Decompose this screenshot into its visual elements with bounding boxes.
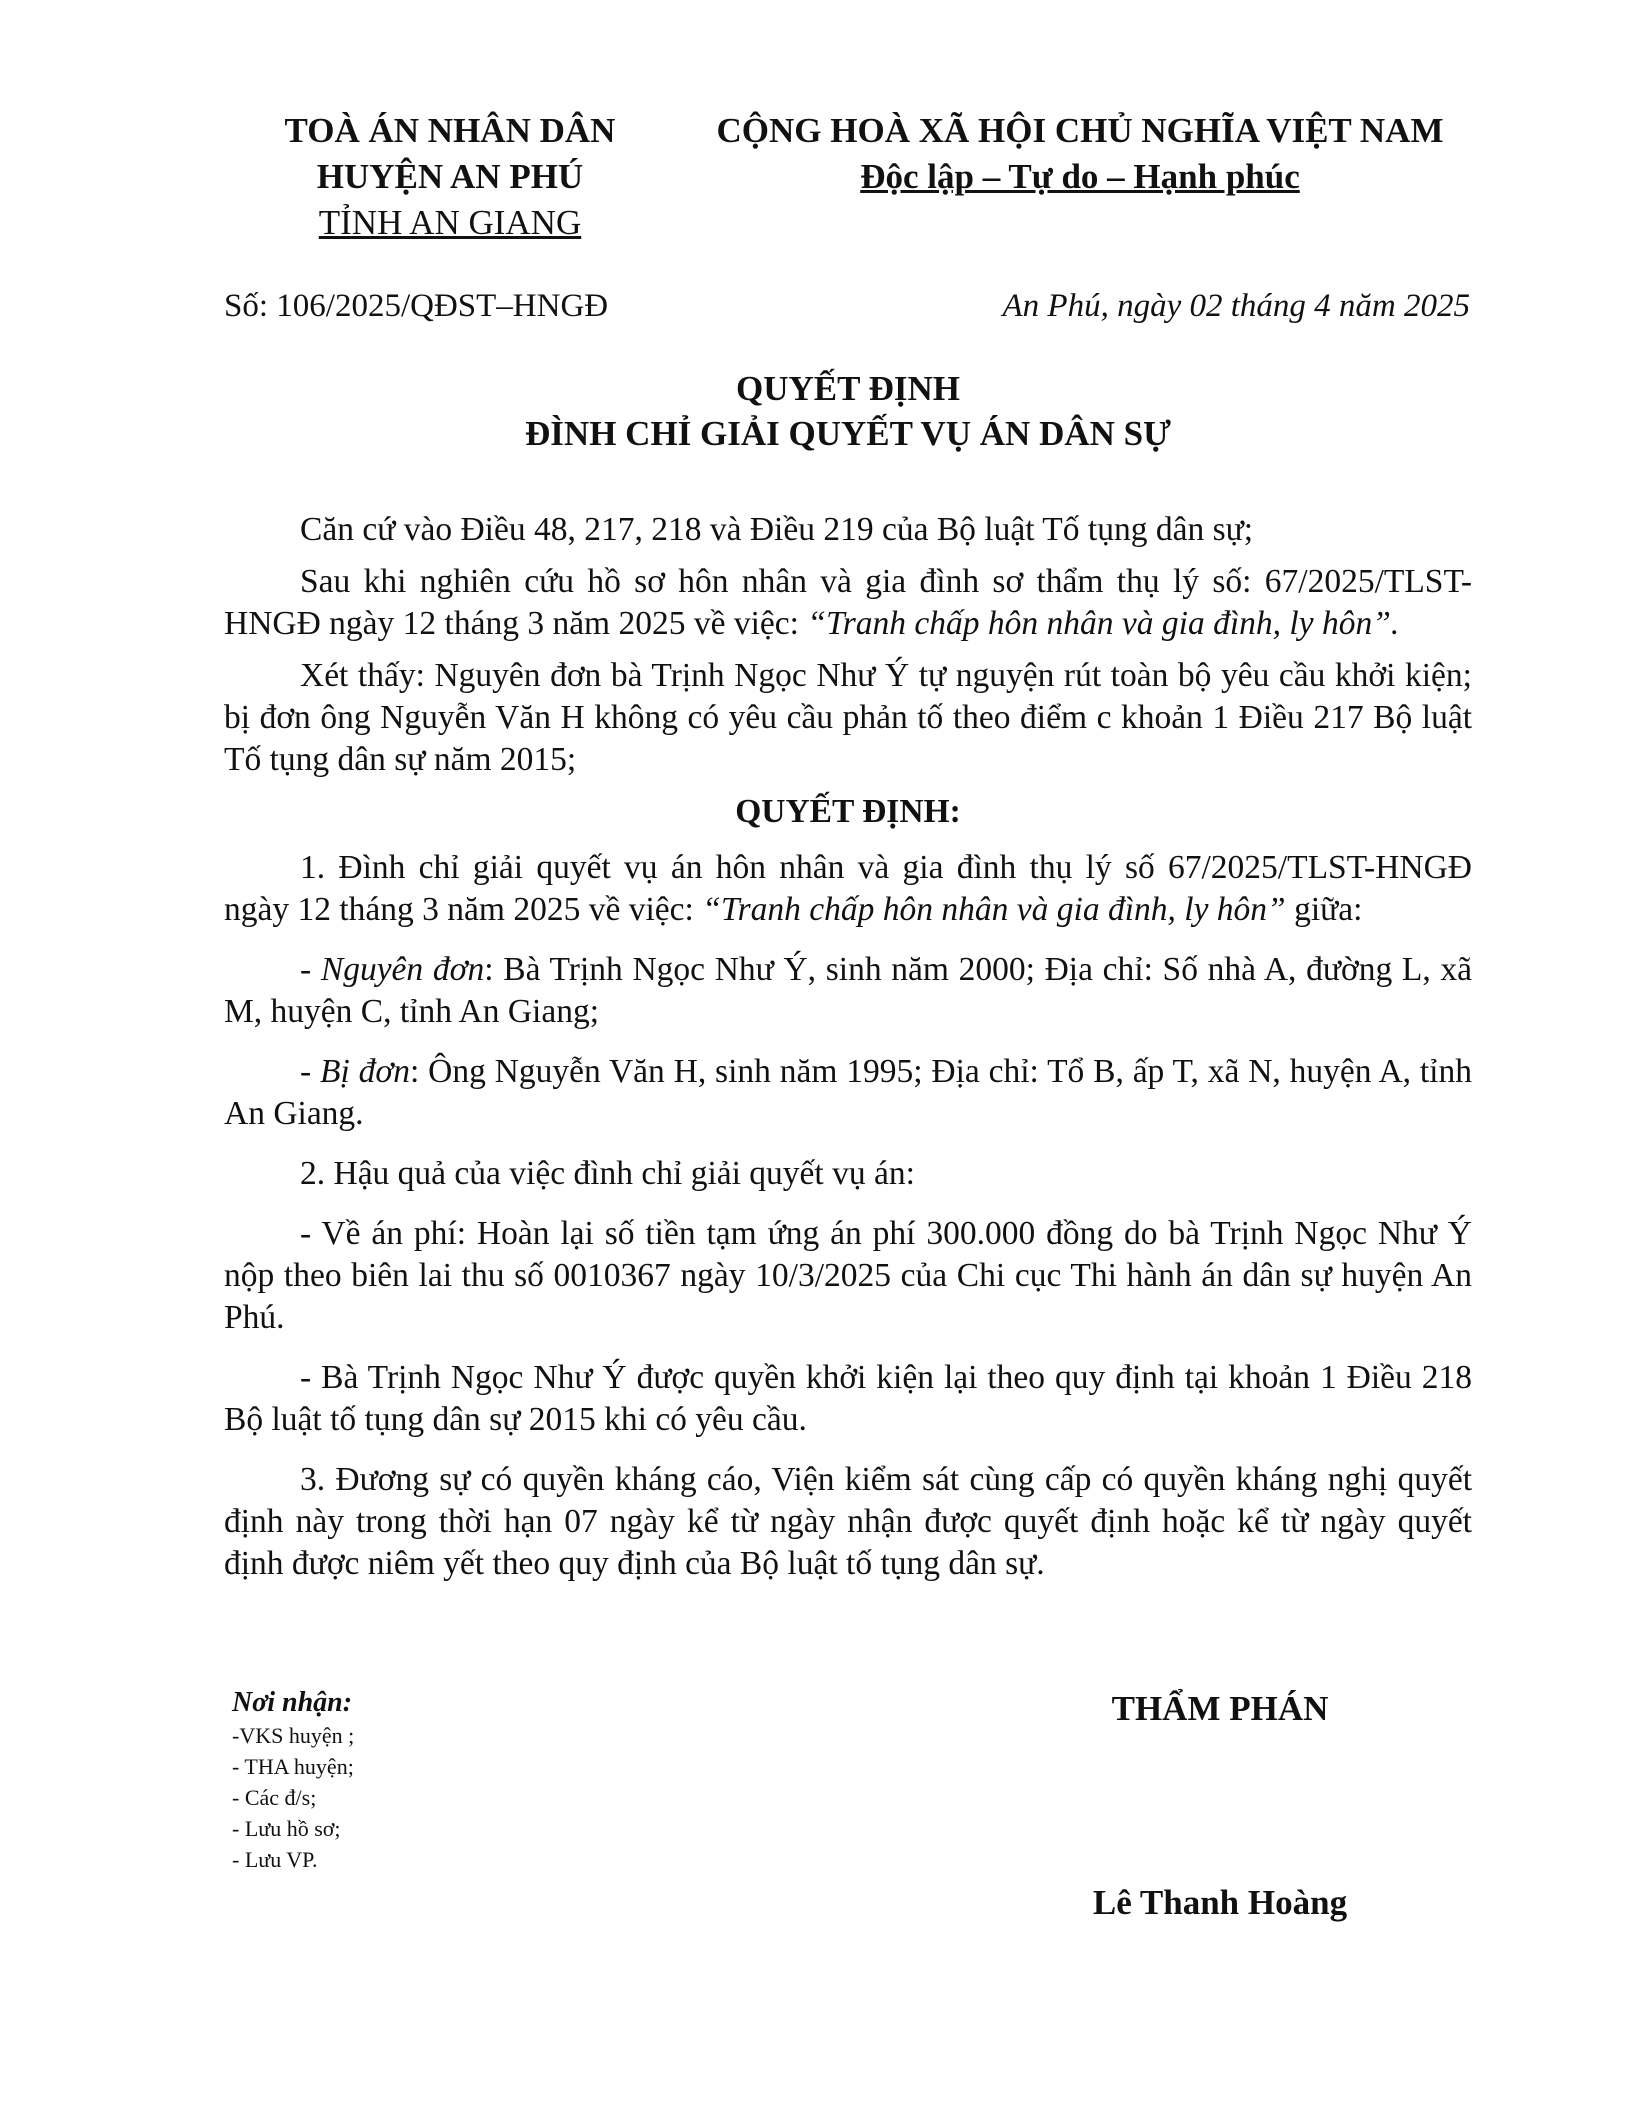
document-date-text: , ngày 02 tháng 4 năm 2025 [1100,288,1470,324]
nation-name: CỘNG HOÀ XÃ HỘI CHỦ NGHĨA VIỆT NAM [716,111,1444,150]
recipients-block [232,1686,632,1875]
legal-basis-paragraph: Căn cứ vào Điều 48, 217, 218 và Điều 219 của Bộ luật Tố tụng dân sự; [300,511,1254,548]
decision-item-3: 3. Đương sự có quyền kháng cáo, Viện kiểm sát cùng cấp có quyền kháng nghị quyết định này trong thời hạn 07 ngày kể từ ngày nhận được quyết định hoặc kể từ ngày quyết định được niêm yết theo quy định của Bộ luật tố tụng dân sự. [224,1461,1472,1582]
court-name-line3: TỈNH AN GIANG [318,203,582,242]
recipients-label: Nơi nhận: [232,1687,353,1718]
document-body [224,509,1472,1603]
defendant-label: Bị đơn [320,1053,410,1090]
recipient-item: - Lưu hồ sơ; [232,1816,341,1841]
case-subject-quote: “Tranh chấp hôn nhân và gia đình, ly hôn”. [807,605,1400,642]
signer-title: THẨM PHÁN [1111,1689,1329,1728]
national-header [660,108,1500,200]
recipient-item: - Lưu VP. [232,1847,318,1872]
recipient-item: - THA huyện; [232,1754,354,1779]
decision-item-1-tail: giữa: [1285,891,1363,928]
decision-item-2: 2. Hậu quả của việc đình chỉ giải quyết vụ án: [300,1155,915,1192]
court-header [240,108,660,246]
recipient-item: - Các đ/s; [232,1785,317,1810]
plaintiff-details: : Bà Trịnh Ngọc Như Ý, sinh năm 2000; Địa chỉ: Số nhà A, đường L, xã M, huyện C, tỉnh An Giang; [224,951,1473,1030]
title-line2: ĐÌNH CHỈ GIẢI QUYẾT VỤ ÁN DÂN SỰ [525,414,1171,453]
document-title [224,366,1472,456]
defendant-prefix: - [300,1053,320,1090]
recipient-item: -VKS huyện ; [232,1723,355,1748]
case-review-paragraph [224,561,1472,645]
plaintiff-label: Nguyên đơn [320,951,485,988]
document-date [1003,283,1470,329]
finding-paragraph: Xét thấy: Nguyên đơn bà Trịnh Ngọc Như Ý tự nguyện rút toàn bộ yêu cầu khởi kiện; bị đơn ông Nguyễn Văn H không có yêu cầu phản tố theo điểm c khoản 1 Điều 217 Bộ luật Tố tụng dân sự năm 2015; [224,657,1472,778]
document-place: An Phú [1002,288,1101,324]
decision-item-1-quote: “Tranh chấp hôn nhân và gia đình, ly hôn” [702,891,1286,928]
plaintiff-prefix: - [300,951,321,988]
title-line1: QUYẾT ĐỊNH [736,369,960,408]
plaintiff-paragraph [224,949,1472,1033]
defendant-paragraph [224,1051,1472,1135]
national-motto: Độc lập – Tự do – Hạnh phúc [860,157,1300,196]
decision-heading: QUYẾT ĐỊNH: [735,793,961,830]
defendant-details: : Ông Nguyễn Văn H, sinh năm 1995; Địa chỉ: Tổ B, ấp T, xã N, huyện A, tỉnh An Giang. [224,1053,1472,1132]
decision-item-1-text: 1. Đình chỉ giải quyết vụ án hôn nhân và gia đình thụ lý số 67/2025/TLST-HNGĐ ngày 12 tháng 3 năm 2025 về việc: [224,849,1472,928]
document-number: Số: 106/2025/QĐST–HNGĐ [224,288,609,324]
refile-right-paragraph: - Bà Trịnh Ngọc Như Ý được quyền khởi kiện lại theo quy định tại khoản 1 Điều 218 Bộ luật tố tụng dân sự 2015 khi có yêu cầu. [224,1359,1472,1438]
court-name-line1: TOÀ ÁN NHÂN DÂN [284,111,616,150]
case-review-text: Sau khi nghiên cứu hồ sơ hôn nhân và gia đình sơ thẩm thụ lý số: 67/2025/TLST-HNGĐ ngày 12 tháng 3 năm 2025 về việc: [224,563,1472,642]
court-name-line2: HUYỆN AN PHÚ [316,157,584,196]
court-fee-paragraph: - Về án phí: Hoàn lại số tiền tạm ứng án phí 300.000 đồng do bà Trịnh Ngọc Như Ý nộp theo biên lai thu số 0010367 ngày 10/3/2025 của Chi cục Thi hành án dân sự huyện An Phú. [224,1215,1472,1336]
decision-item-1 [224,847,1472,931]
signer-name: Lê Thanh Hoàng [1092,1883,1348,1922]
